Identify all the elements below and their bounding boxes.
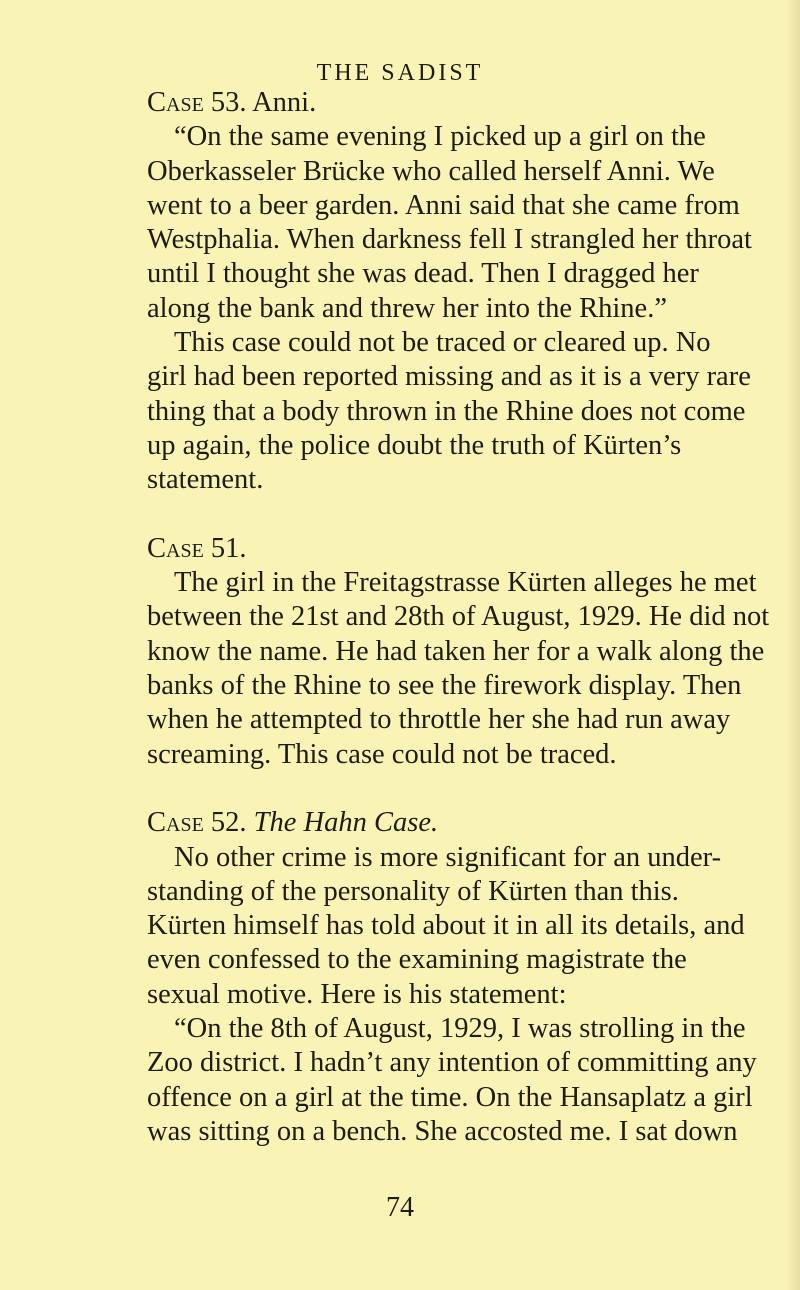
text-line: along the bank and threw her into the Rhine.” (147, 292, 667, 324)
text-line: offence on a girl at the time. On the Hansaplatz a girl (147, 1081, 753, 1113)
case-word: Case (147, 807, 204, 839)
text-line: The girl in the Freitagstrasse Kürten alleges he met (174, 567, 757, 599)
body-text (147, 86, 770, 1149)
text-line: between the 21st and 28th of August, 1929. He did not (147, 601, 770, 633)
case-51-heading (147, 532, 643, 566)
text-line: Zoo district. I hadn’t any intention of committing any (147, 1047, 757, 1079)
case-word: Case (147, 532, 204, 564)
text-line: No other crime is more significant for an under- (174, 841, 722, 873)
text-line: was sitting on a bench. She accosted me. I sat down (147, 1115, 738, 1147)
text-line: thing that a body thrown in the Rhine does not come (147, 395, 746, 427)
page-edge-shadow (786, 0, 800, 1290)
paragraph-gap (147, 498, 643, 532)
text-line: up again, the police doubt the truth of Kürten’s (147, 429, 682, 461)
text-line: Kürten himself has told about it in all its details, and (147, 910, 745, 942)
page-number: 74 (386, 1192, 414, 1223)
case-53-heading (147, 86, 643, 120)
text-line: until I thought she was dead. Then I dragged her (147, 258, 699, 290)
text-line: sexual motive. Here is his statement: (147, 978, 567, 1010)
text-line: Westphalia. When darkness fell I strangled her throat (147, 224, 752, 256)
text-line: “On the same evening I picked up a girl on the (174, 121, 706, 153)
case-52-heading (147, 806, 643, 840)
case-heading-rest: 51. (203, 532, 247, 564)
text-line: statement. (147, 464, 264, 496)
text-line: standing of the personality of Kürten than this. (147, 875, 679, 907)
case-heading-rest: 52. (203, 807, 254, 839)
text-line: Oberkasseler Brücke who called herself Anni. We (147, 155, 715, 187)
case-title-italic: The Hahn Case. (253, 807, 439, 839)
text-line: banks of the Rhine to see the firework display. Then (147, 670, 742, 702)
paragraph-gap (147, 772, 643, 806)
text-line: girl had been reported missing and as it is a very rare (147, 361, 751, 393)
text-line: even confessed to the examining magistrate the (147, 944, 687, 976)
text-line: This case could not be traced or cleared up. No (174, 327, 711, 359)
text-line: screaming. This case could not be traced. (147, 738, 617, 770)
case-word: Case (147, 87, 204, 118)
text-line: went to a beer garden. Anni said that she came from (147, 189, 740, 221)
running-head: THE SADIST (316, 60, 484, 86)
case-heading-rest: 53. Anni. (203, 87, 317, 118)
text-line: know the name. He had taken her for a walk along the (147, 635, 765, 667)
text-line: “On the 8th of August, 1929, I was strolling in the (174, 1013, 746, 1045)
text-line: when he attempted to throttle her she had run away (147, 704, 731, 736)
